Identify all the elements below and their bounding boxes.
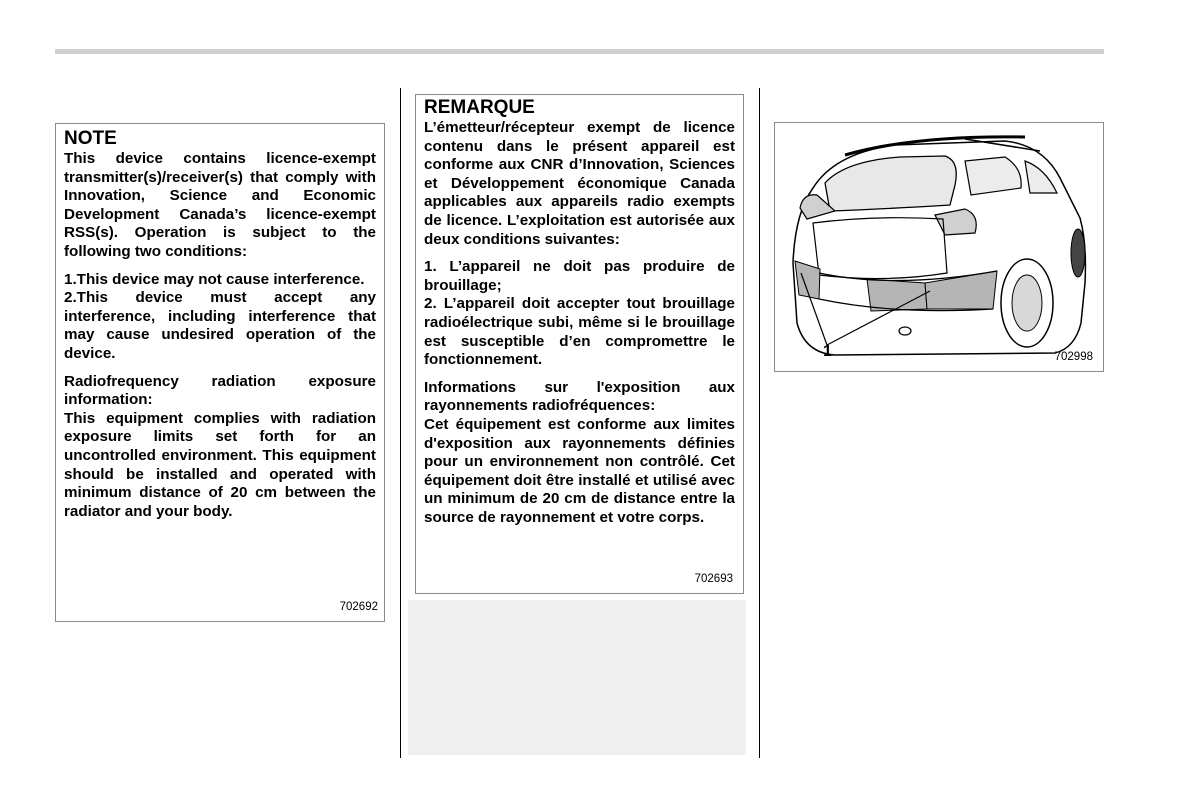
vehicle-figure-panel (774, 122, 1104, 372)
remarque-heading: REMARQUE (424, 97, 535, 118)
remarque-intro-paragraph: L’émetteur/récepteur exempt de licence contenu dans le présent appareil est conforme aux CNR d’Innovation, Sciences et Développement économique Canada applicables aux appareils radio exempts de licence. L’exploitation est autorisée aux deux conditions suivantes: (424, 119, 735, 248)
blank-band (408, 600, 746, 755)
figure-code-fr: 702693 (694, 573, 733, 585)
note-english-panel (55, 123, 385, 622)
figure-code: 702692 (339, 601, 378, 613)
vehicle-rear-illustration (775, 123, 1103, 371)
rf-exposure-text-fr: Cet équipement est conforme aux limites d'exposition aux rayonnements définies pour un environnement non contrôlé. Cet équipement doit être installé et utilisé avec un minimum de 20 cm de distance entre la source de rayonnement et votre corps. (424, 415, 735, 526)
remarque-french-panel (415, 94, 744, 594)
note-condition-1: 1.This device may not cause interference. (64, 270, 365, 288)
callout-label-1: 1 (823, 343, 832, 360)
remarque-condition-2: 2. L’appareil doit accepter tout brouillage radioélectrique subi, même si le brouillage est susceptible d’en compromettre le fonctionnement. (424, 295, 735, 369)
column-divider-left (400, 88, 401, 758)
note-condition-2: 2.This device must accept any interference, including interference that may cause undesired operation of the device. (64, 289, 376, 362)
note-intro-paragraph: This device contains licence-exempt transmitter(s)/receiver(s) that comply with Innovation, Science and Economic Development Canada’s licence-exempt RSS(s). Operation is subject to the following two conditions: (64, 150, 376, 260)
column-divider-right (759, 88, 760, 758)
remarque-condition-1: 1. L’appareil ne doit pas produire de brouillage; (424, 258, 735, 294)
rf-exposure-title-fr: Informations sur l'exposition aux rayonnements radiofréquences: (424, 378, 735, 415)
figure-code-vehicle: 702998 (1054, 351, 1093, 363)
note-heading: NOTE (64, 128, 117, 149)
top-rule (55, 49, 1104, 54)
rf-exposure-text: This equipment complies with radiation exposure limits set forth for an uncontrolled environment. This equipment should be installed and operated with minimum distance of 20 cm between the radiator and your body. (64, 409, 376, 520)
rf-exposure-title: Radiofrequency radiation exposure information: (64, 372, 376, 409)
